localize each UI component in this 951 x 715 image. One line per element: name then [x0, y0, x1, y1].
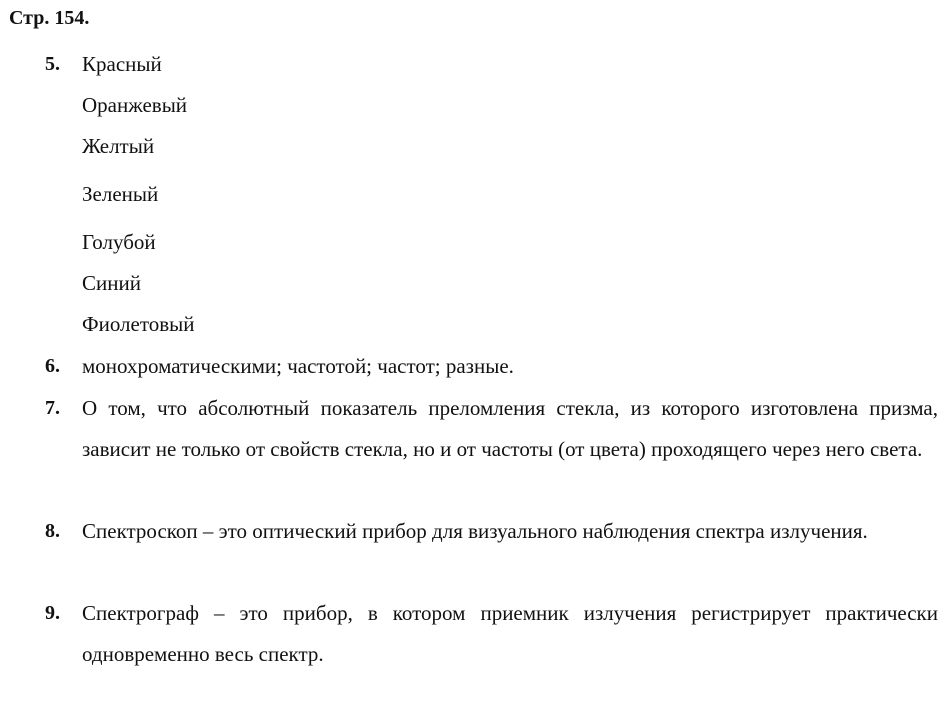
- question-5-number: 5.: [45, 53, 60, 75]
- question-7-answer: О том, что абсолютный показатель преломления стекла, из которого изготовлена призма, зависит не только от свойств стекла, но и от частоты (от цвета) проходящего через него света.: [82, 396, 938, 461]
- color-item-green: Зеленый: [82, 182, 159, 206]
- color-item-light-blue: Голубой: [82, 230, 156, 254]
- color-item-yellow: Желтый: [82, 134, 155, 158]
- question-9-number: 9.: [45, 602, 60, 624]
- question-8-number: 8.: [45, 520, 60, 542]
- question-6-number: 6.: [45, 355, 60, 377]
- question-6-answer: монохроматическими; частотой; частот; разные.: [82, 354, 514, 378]
- color-item-violet: Фиолетовый: [82, 312, 195, 336]
- color-item-blue: Синий: [82, 271, 141, 295]
- question-9-answer: Спектрограф – это прибор, в котором приемник излучения регистрирует практически одновременно весь спектр.: [82, 601, 938, 666]
- question-8-answer: Спектроскоп – это оптический прибор для визуального наблюдения спектра излучения.: [82, 519, 868, 543]
- page-title: Стр. 154.: [9, 7, 90, 29]
- color-item-orange: Оранжевый: [82, 93, 188, 117]
- color-item-red: Красный: [82, 52, 162, 76]
- question-7-number: 7.: [45, 397, 60, 419]
